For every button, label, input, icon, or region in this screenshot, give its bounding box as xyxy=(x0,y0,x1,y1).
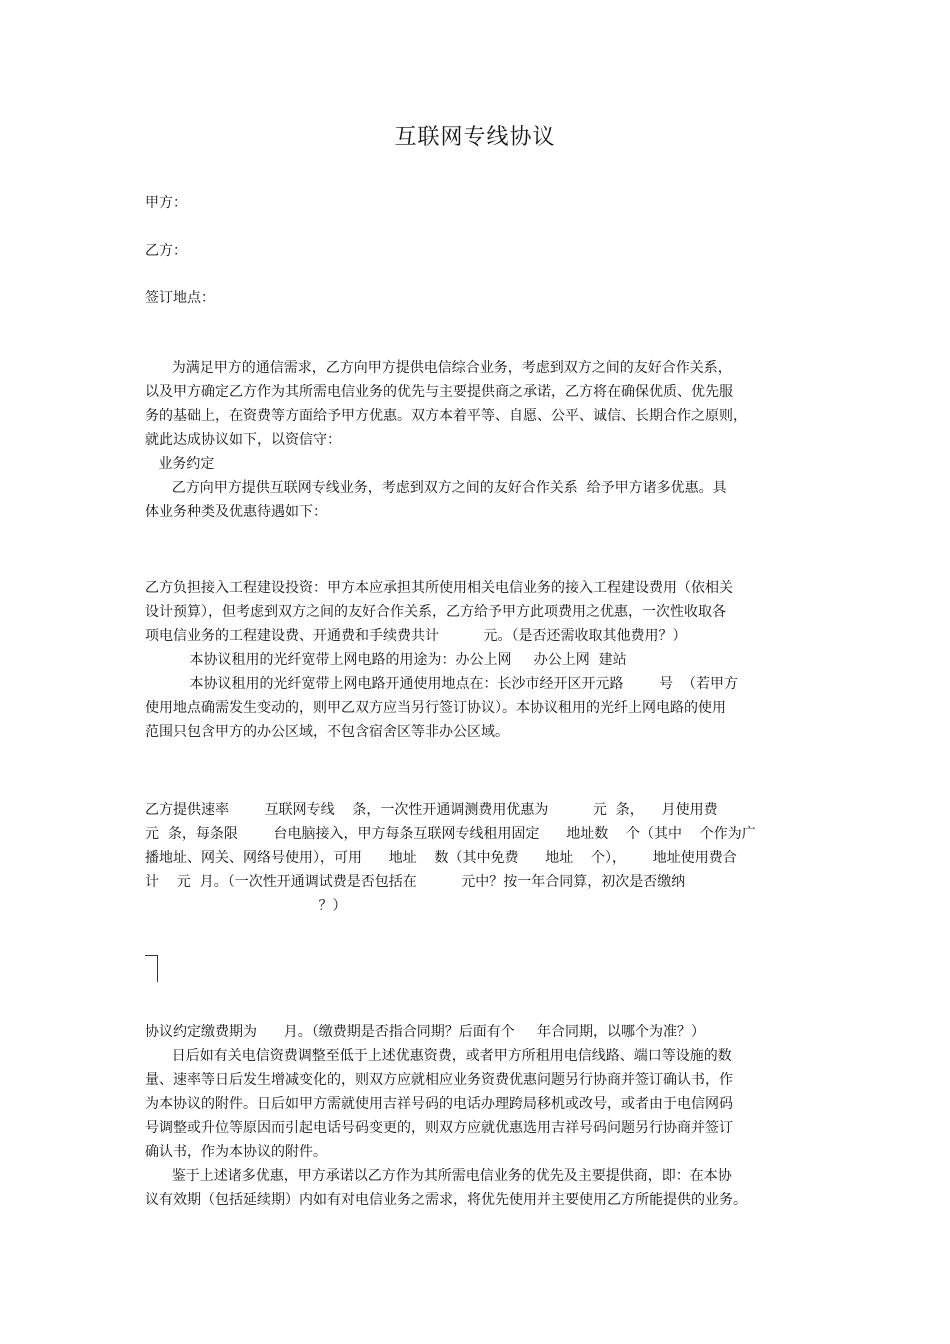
text-line: ？） xyxy=(145,898,347,914)
signing-location-label: 签订地点： xyxy=(145,290,215,306)
payment-paragraph xyxy=(145,1020,809,1212)
party-a-label: 甲方： xyxy=(145,195,187,211)
section-heading-business: 业务约定 xyxy=(145,456,215,472)
intro-paragraph xyxy=(145,356,809,524)
text-line: 乙方提供速率 互联网专线 条，一次性开通调测费用优惠为 元 条， 月使用费 xyxy=(145,802,718,818)
text-line: 以及甲方确定乙方作为其所需电信业务的优先与主要提供商之承诺，乙方将在确保优质、优先服 xyxy=(145,384,733,400)
text-line: 议有效期（包括延续期）内如有对电信业务之需求，将优先使用并主要使用乙方所能提供的业务。 xyxy=(145,1192,747,1208)
text-line: 乙方向甲方提供互联网专线业务，考虑到双方之间的友好合作关系 给予甲方诸多优惠。具 xyxy=(145,480,727,496)
text-line: 乙方负担接入工程建设投资：甲方本应承担其所使用相关电信业务的接入工程建设费用（依相关 xyxy=(145,580,733,596)
text-line: 元 条，每条限 台电脑接入，甲方每条互联网专线租用固定 地址数 个（其中 个作为广 xyxy=(145,826,756,842)
text-line: 本协议租用的光纤宽带上网电路开通使用地点在：长沙市经开区开元路 号 （若甲方 xyxy=(145,676,739,692)
text-line: 体业务种类及优惠待遇如下： xyxy=(145,504,327,520)
construction-paragraph xyxy=(145,576,809,744)
text-line: 计 元 月。（一次性开通调试费是否包括在 元中？按一年合同算，初次是否缴纳 xyxy=(145,874,686,890)
text-line: 务的基础上，在资费等方面给予甲方优惠。双方本着平等、自愿、公平、诚信、长期合作之原则， xyxy=(145,408,747,424)
document-title: 互联网专线协议 xyxy=(394,125,556,150)
text-line: 范围只包含甲方的办公区域，不包含宿舍区等非办公区域。 xyxy=(145,724,509,740)
party-b-label: 乙方： xyxy=(145,243,187,259)
text-line: 使用地点确需发生变动的，则甲乙双方应当另行签订协议）。本协议租用的光纤上网电路的使用 xyxy=(145,700,726,716)
text-line: 协议约定缴费期为 月。（缴费期是否指合同期？后面有个 年合同期，以哪个为准？） xyxy=(145,1024,705,1040)
text-line: 就此达成协议如下，以资信守： xyxy=(145,432,341,448)
text-line: 日后如有关电信资费调整至低于上述优惠资费，或者甲方所租用电信线路、端口等设施的数 xyxy=(145,1048,732,1064)
text-line: 量、速率等日后发生增减变化的，则双方应就相应业务资费优惠问题另行协商并签订确认书，作 xyxy=(145,1072,733,1088)
text-line: 播地址、网关、网络号使用），可用 地址 数（其中免费 地址 个）， 地址使用费合 xyxy=(145,850,737,866)
text-line: 设计预算），但考虑到双方之间的友好合作关系，乙方给予甲方此项费用之优惠，一次性收取各 xyxy=(145,604,726,620)
text-line: 确认书，作为本协议的附件。 xyxy=(145,1144,327,1160)
text-line: 为本协议的附件。日后如甲方需就使用吉祥号码的电话办理跨局移机或改号，或者由于电信网码 xyxy=(145,1096,733,1112)
rate-paragraph xyxy=(145,798,809,918)
text-line: 号调整或升位等原因而引起电话号码变更的，则双方应就优惠选用吉祥号码问题另行协商并签订 xyxy=(145,1120,733,1136)
text-line: 本协议租用的光纤宽带上网电路的用途为：办公上网 办公上网 建站 xyxy=(145,652,627,668)
text-line: 项电信业务的工程建设费、开通费和手续费共计 元。（是否还需收取其他费用？） xyxy=(145,628,687,644)
text-line: 为满足甲方的通信需求，乙方向甲方提供电信综合业务，考虑到双方之间的友好合作关系， xyxy=(145,360,732,376)
text-line: 鉴于上述诸多优惠，甲方承诺以乙方作为其所需电信业务的优先及主要提供商，即：在本协 xyxy=(145,1168,732,1184)
text-cursor-marker xyxy=(145,955,158,982)
